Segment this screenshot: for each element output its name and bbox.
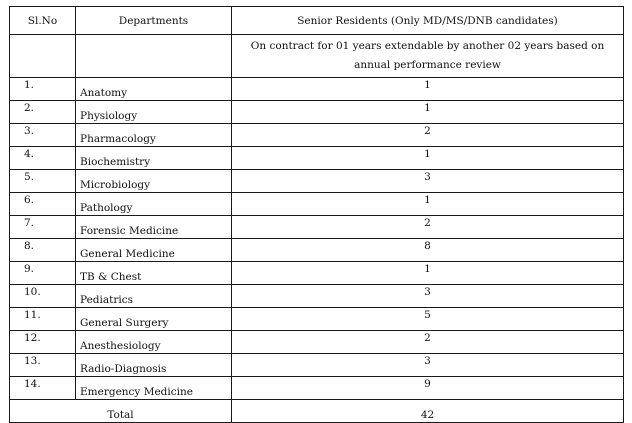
serial-number: 13. bbox=[10, 354, 76, 377]
department-name: Biochemistry bbox=[76, 147, 232, 170]
post-count: 9 bbox=[232, 377, 624, 400]
departments-header: Departments bbox=[76, 7, 232, 35]
department-name: Pediatrics bbox=[76, 285, 232, 308]
department-name: General Medicine bbox=[76, 239, 232, 262]
serial-number: 4. bbox=[10, 147, 76, 170]
empty-cell bbox=[10, 35, 76, 78]
post-count: 3 bbox=[232, 354, 624, 377]
department-name: Microbiology bbox=[76, 170, 232, 193]
serial-number: 1. bbox=[10, 78, 76, 101]
department-name: Anesthesiology bbox=[76, 331, 232, 354]
table-row bbox=[10, 285, 624, 308]
serial-number: 6. bbox=[10, 193, 76, 216]
contract-terms: On contract for 01 years extendable by another 02 years based on annual performance review bbox=[232, 35, 624, 78]
table-row bbox=[10, 216, 624, 239]
table-row bbox=[10, 124, 624, 147]
table-row bbox=[10, 170, 624, 193]
sl-no-header: Sl.No bbox=[10, 7, 76, 35]
department-name: Radio-Diagnosis bbox=[76, 354, 232, 377]
department-name: Forensic Medicine bbox=[76, 216, 232, 239]
serial-number: 11. bbox=[10, 308, 76, 331]
post-count: 5 bbox=[232, 308, 624, 331]
post-count: 1 bbox=[232, 193, 624, 216]
serial-number: 3. bbox=[10, 124, 76, 147]
table-row bbox=[10, 331, 624, 354]
department-name: Pathology bbox=[76, 193, 232, 216]
post-count: 2 bbox=[232, 331, 624, 354]
department-name: Emergency Medicine bbox=[76, 377, 232, 400]
table-row bbox=[10, 101, 624, 124]
total-label: Total bbox=[10, 400, 232, 423]
sub-header-row bbox=[10, 35, 624, 78]
table-row bbox=[10, 354, 624, 377]
post-count: 8 bbox=[232, 239, 624, 262]
senior-residents-table bbox=[9, 6, 624, 423]
post-count: 1 bbox=[232, 101, 624, 124]
serial-number: 7. bbox=[10, 216, 76, 239]
serial-number: 5. bbox=[10, 170, 76, 193]
table-row bbox=[10, 78, 624, 101]
department-name: TB & Chest bbox=[76, 262, 232, 285]
post-count: 1 bbox=[232, 262, 624, 285]
serial-number: 9. bbox=[10, 262, 76, 285]
serial-number: 12. bbox=[10, 331, 76, 354]
post-count: 2 bbox=[232, 216, 624, 239]
table-row bbox=[10, 262, 624, 285]
empty-cell bbox=[76, 35, 232, 78]
post-count: 1 bbox=[232, 78, 624, 101]
senior-residents-header: Senior Residents (Only MD/MS/DNB candidates) bbox=[232, 7, 624, 35]
total-value: 42 bbox=[232, 400, 624, 423]
table-row bbox=[10, 193, 624, 216]
post-count: 3 bbox=[232, 285, 624, 308]
department-name: Physiology bbox=[76, 101, 232, 124]
serial-number: 2. bbox=[10, 101, 76, 124]
table-row bbox=[10, 147, 624, 170]
post-count: 2 bbox=[232, 124, 624, 147]
department-name: General Surgery bbox=[76, 308, 232, 331]
department-name: Pharmacology bbox=[76, 124, 232, 147]
serial-number: 8. bbox=[10, 239, 76, 262]
serial-number: 14. bbox=[10, 377, 76, 400]
serial-number: 10. bbox=[10, 285, 76, 308]
header-row bbox=[10, 7, 624, 35]
table-row bbox=[10, 377, 624, 400]
total-row bbox=[10, 400, 624, 423]
table-row bbox=[10, 308, 624, 331]
department-name: Anatomy bbox=[76, 78, 232, 101]
table-row bbox=[10, 239, 624, 262]
post-count: 3 bbox=[232, 170, 624, 193]
post-count: 1 bbox=[232, 147, 624, 170]
